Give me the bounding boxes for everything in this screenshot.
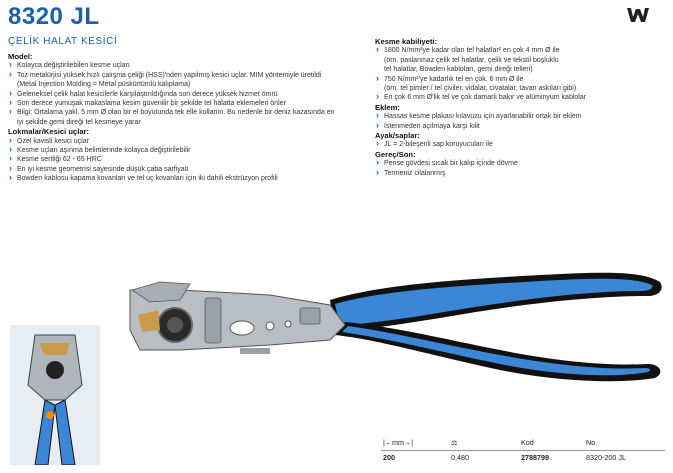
spec-table-row	[381, 451, 665, 465]
weight-value: 0,480	[451, 453, 469, 462]
product-subtitle: ÇELİK HALAT KESİCİ	[8, 36, 118, 47]
bullet-item: › Bilgi: Ortalama yakl. 5 mm Ø olan bir el boyutunda tek elle kullanın. Bu nedenle bir deniz kazasında en	[8, 108, 362, 117]
section-heading: Model:	[8, 52, 33, 61]
bullet-item: › En çok 6 mm Ø'lik tel ve çok damarlı bakır ve alüminyum kablolar	[375, 93, 667, 102]
continuation-text: (örn. paslanmaz çelik tel halatlar, çelik ve tekstil boşluklu	[384, 56, 559, 64]
bullet-item: › En iyi kesme geometrisi sayesinde düşük çaba sarfiyatı	[8, 165, 362, 174]
continuation-text: (örn. tel pimler / tel çiviler, vidalar, cıvatalar, tavan askıları gibi)	[384, 85, 577, 93]
bullet-item: › İstenmeden açılmaya karşı kilit	[375, 122, 667, 131]
weight-icon: ⚖	[451, 438, 458, 447]
length-header: |←mm→|	[383, 438, 414, 447]
section-heading: Ayak/saplar:	[375, 131, 420, 141]
bullet-item: › Kolayca değiştirilebilen kesme uçları	[8, 61, 362, 70]
code-value: 2788799	[521, 453, 549, 462]
bullet-item: › Son derece yumuşak makaslama kesim güvenilir bir şekilde tel halatta eklemeleri önler	[8, 99, 362, 108]
bullet-item: › Geleneksel çelik halat kesicilerle karşılaştırıldığında son derece yüksek hizmet ömrü	[8, 90, 362, 99]
bullet-item: › Bowden kablosu kapama kovanları ve tel uç kovanları için iki dahili ekstrüzyon profili	[8, 174, 362, 183]
brand-logo-icon	[626, 6, 650, 24]
bullet-item: › Hassas kesme plakası kılavuzu için ayarlanabilir ortak bir eklem	[375, 112, 667, 121]
bullet-item: › 1800 N/mm²ye kadar olan tel halatlar² en çok 4 mm Ø ile	[375, 46, 667, 55]
spec-table	[381, 436, 665, 465]
section-heading: Lokmalar/Kesici uçlar:	[8, 127, 90, 137]
bullet-item: › JL = 2-bileşenli sap koruyucuları ile	[375, 140, 667, 149]
number-header: No.	[586, 438, 598, 447]
length-value: 200	[383, 453, 395, 462]
continuation-text: iyi şekilde gemi direği tel kesmeye yarar	[17, 118, 141, 126]
product-title: 8320 JL	[8, 3, 100, 30]
bullet-item: › Kesme sertliği 62 - 65 HRC	[8, 155, 362, 164]
bullet-item: › Toz metalürjisi yüksek hızlı çalışma çeliği (HSS)'nden yapılmış kesici uçlar. MIM yöntemiyle üretildi	[8, 71, 362, 80]
bullet-item: › Kesme uçları aşınma belirtilerinde kolayca değiştirilebilir	[8, 146, 362, 155]
bullet-item: › 750 N/mm²'ye kadarlık tel en çok. 6 mm Ø ile	[375, 75, 667, 84]
bullet-item: › Pense gövdesi sıcak bir kalıp içinde dövme	[375, 159, 667, 168]
bullet-item: › Termeniz cilalanmış	[375, 169, 667, 178]
right-text-column	[375, 37, 667, 178]
spec-table-header	[381, 436, 665, 451]
continuation-text: tel halatlar, Bowden kabloları, gemi direği telleri)	[384, 66, 533, 74]
wire-rope-cutter-illustration	[120, 260, 665, 395]
number-value: 8320-200 JL	[586, 453, 626, 462]
section-heading: Eklem:	[375, 102, 400, 112]
section-heading: Kesme kabiliyeti:	[375, 37, 438, 46]
left-text-column	[8, 52, 362, 184]
bullet-item: › Özel kavisli kesici uçlar	[8, 137, 362, 146]
product-closeup-photo	[10, 325, 100, 465]
section-heading: Gereç/Son:	[375, 149, 416, 159]
code-header: Kod	[521, 438, 534, 447]
continuation-text: (Metal Injection Molding = Metal püskürtümlü kalıplama)	[17, 81, 191, 89]
